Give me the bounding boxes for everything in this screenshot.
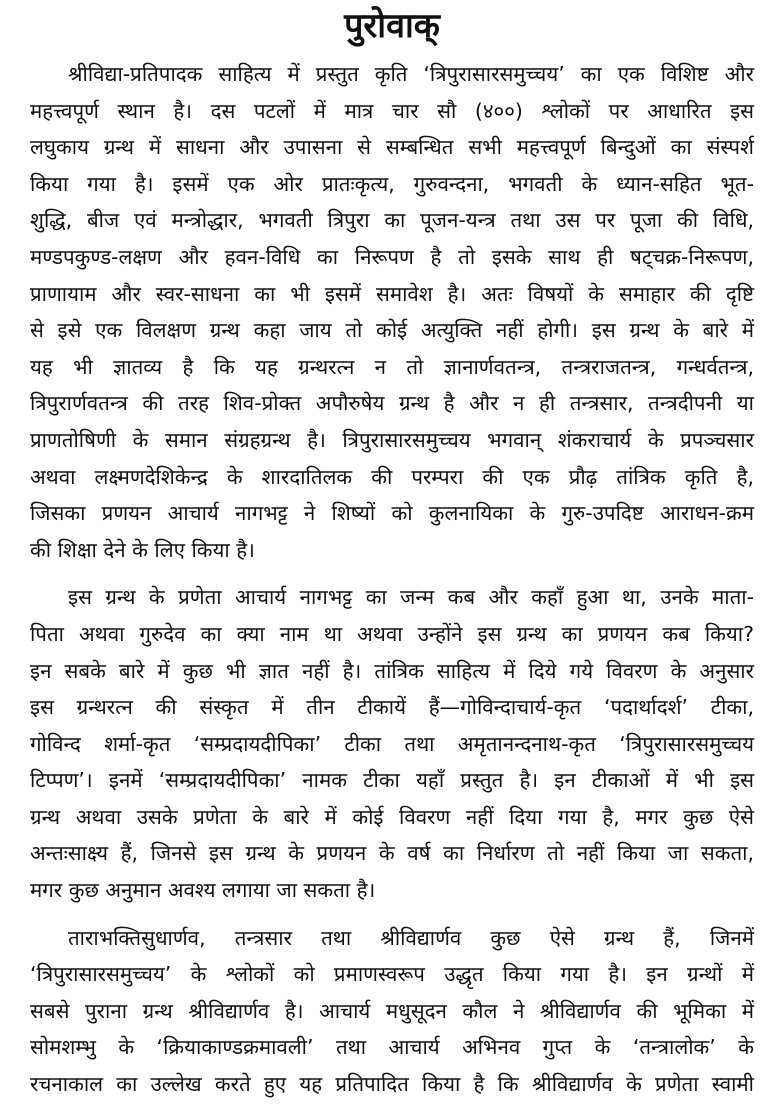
paragraph-line: यह भी ज्ञातव्य है कि यह ग्रन्थरत्न न तो ज्ञानार्णवतन्त्र, तन्त्रराजतन्त्र, गन्धर्वतन्त्र, (30, 354, 754, 379)
paragraph-line: महत्त्वपूर्ण स्थान है। दस पटलों में मात्र चार सौ (४००) श्लोकों पर आधारित इस (30, 98, 754, 123)
page-title: पुरोवाक् (344, 6, 440, 46)
paragraph-line: इस ग्रन्थरत्न की संस्कृत में तीन टीकायें हैं—गोविन्दाचार्य-कृत ‘पदार्थादर्श’ टीका, (30, 695, 754, 720)
paragraph-1 (30, 56, 754, 568)
paragraph-line: अन्तःसाक्ष्य हैं, जिनसे इस ग्रन्थ के प्रणयन के वर्ष का निर्धारण तो नहीं किया जा सकता, (30, 841, 754, 866)
paragraph-line: शुद्धि, बीज एवं मन्त्रोद्धार, भगवती त्रिपुरा का पूजन-यन्त्र तथा उस पर पूजा की विधि, (30, 208, 754, 233)
paragraph-line: सबसे पुराना ग्रन्थ श्रीविद्यार्णव है। आचार्य मधुसूदन कौल ने श्रीविद्यार्णव की भूमिका में (30, 998, 754, 1023)
paragraph-line: मण्डपकुण्ड-लक्षण और हवन-विधि का निरूपण है तो इसके साथ ही षट्चक्र-निरूपण, (30, 244, 754, 269)
paragraph-line: सोमशम्भु के ‘क्रियाकाण्डक्रमावली’ तथा आचार्य अभिनव गुप्त के ‘तन्त्रालोक’ के (30, 1035, 754, 1060)
paragraph-line: ग्रन्थ अथवा उसके प्रणेता के बारे में कोई विवरण नहीं दिया गया है, मगर कुछ ऐसे (30, 804, 754, 829)
paragraph-line: गोविन्द शर्मा-कृत ‘सम्प्रदायदीपिका’ टीका तथा अमृतानन्दनाथ-कृत ‘त्रिपुरासारसमुच्चय (30, 731, 754, 756)
paragraph-line: पिता अथवा गुरुदेव का क्या नाम था अथवा उन्होंने इस ग्रन्थ का प्रणयन कब किया? (30, 621, 754, 646)
paragraph-line: की शिक्षा देने के लिए किया है। (30, 537, 255, 562)
paragraph-line: त्रिपुरार्णवतन्त्र की तरह शिव-प्रोक्त अपौरुषेय ग्रन्थ है और न ही तन्त्रसार, तन्त्रदीपनी या (30, 391, 754, 416)
paragraph-line: टिप्पण’। इनमें ‘सम्प्रदायदीपिका’ नामक टीका यहाँ प्रस्तुत है। इन टीकाओं में भी इस (30, 768, 754, 793)
paragraph-line: मगर कुछ अनुमान अवश्य लगाया जा सकता है। (30, 878, 376, 903)
paragraph-line: से इसे एक विलक्षण ग्रन्थ कहा जाय तो कोई अत्युक्ति नहीं होगी। इस ग्रन्थ के बारे में (30, 318, 754, 343)
paragraph-line: प्राणतोषिणी के समान संग्रहग्रन्थ है। त्रिपुरासारसमुच्चय भगवान् शंकराचार्य के प्रपञ्चसार (30, 427, 754, 452)
paragraph-line: इस ग्रन्थ के प्रणेता आचार्य नागभट्ट का जन्म कब और कहाँ हुआ था, उनके माता- (68, 585, 754, 610)
paragraph-line: ‘त्रिपुरासारसमुच्चय’ के श्लोकों को प्रमाणस्वरूप उद्धृत किया गया है। इन ग्रन्थों में (30, 962, 754, 987)
paragraph-line: लघुकाय ग्रन्थ में साधना और उपासना से सम्बन्धित सभी महत्त्वपूर्ण बिन्दुओं का संस्पर्श (30, 135, 754, 160)
paragraph-line: इन सबके बारे में कुछ भी ज्ञात नहीं है। तांत्रिक साहित्य में दिये गये विवरण के अनुसार (30, 658, 754, 683)
paragraph-line: रचनाकाल का उल्लेख करते हुए यह प्रतिपादित किया है कि श्रीविद्यार्णव के प्रणेता स्वामी (30, 1072, 754, 1097)
paragraph-line: अथवा लक्ष्मणदेशिकेन्द्र के शारदातिलक की परम्परा की एक प्रौढ़ तांत्रिक कृति है, (30, 464, 754, 489)
paragraph-line: किया गया है। इसमें एक ओर प्रातःकृत्य, गुरुवन्दना, भगवती के ध्यान-सहित भूत- (30, 171, 754, 196)
paragraph-line: प्राणायाम और स्वर-साधना का भी इसमें समावेश है। अतः विषयों के समाहार की दृष्टि (30, 281, 754, 306)
paragraph-2 (30, 579, 754, 908)
paragraph-line: श्रीविद्या-प्रतिपादक साहित्य में प्रस्तुत कृति ‘त्रिपुरासारसमुच्चय’ का एक विशिष्ट और (68, 62, 754, 86)
paragraph-line: जिसका प्रणयन आचार्य नागभट्ट ने शिष्यों को कुलनायिका के गुरु-उपदिष्ट आराधन-क्रम (30, 501, 754, 526)
paragraph-line: ताराभक्तिसुधार्णव, तन्त्रसार तथा श्रीविद्यार्णव कुछ ऐसे ग्रन्थ हैं, जिनमें (68, 925, 754, 950)
paragraph-3 (30, 920, 754, 1103)
